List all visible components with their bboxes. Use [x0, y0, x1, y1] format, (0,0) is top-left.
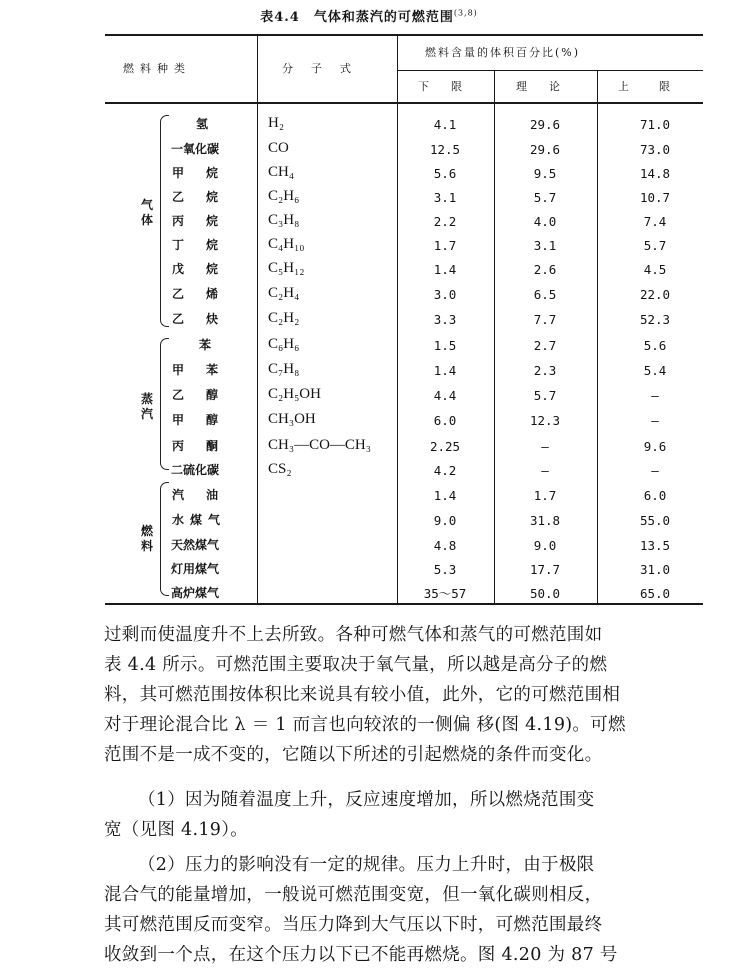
row-fuel-name: 乙炔	[172, 312, 241, 326]
text-line: 对于理论混合比 λ ＝ 1 而言也向较浓的一侧偏 移(图 4.19)。可燃	[104, 715, 626, 735]
row-formula: C₆H₆	[268, 336, 300, 352]
table-top-rule	[105, 34, 703, 36]
row-upper: 31.0	[639, 562, 671, 577]
col-divider-3	[494, 71, 495, 604]
row-upper: 7.4	[643, 214, 667, 229]
row-fuel-name: 甲烷	[172, 166, 241, 180]
row-lower: 4.8	[433, 538, 457, 553]
row-upper: 65.0	[639, 586, 671, 601]
brace-fuel	[160, 482, 169, 596]
header-bottom-rule	[105, 102, 703, 104]
row-lower: 1.5	[433, 338, 457, 353]
row-lower: 6.0	[433, 413, 457, 428]
row-fuel-name: 丙酮	[172, 439, 241, 453]
row-formula: C₂H₅OH	[268, 386, 321, 402]
row-fuel-name: 汽油	[172, 488, 241, 502]
row-upper: 6.0	[643, 488, 667, 503]
row-fuel-name: 乙烯	[172, 287, 241, 301]
row-lower: 4.2	[433, 463, 457, 478]
row-fuel-name: 水煤气	[172, 513, 227, 527]
row-lower: 1.4	[433, 363, 457, 378]
brace-gas	[160, 115, 169, 327]
row-lower: 1.4	[433, 262, 457, 277]
row-upper: 5.6	[643, 338, 667, 353]
row-lower: 2.25	[429, 439, 461, 454]
row-formula: C₃H₈	[268, 212, 300, 228]
row-theory: 12.3	[529, 413, 561, 428]
row-theory: 6.5	[533, 287, 557, 302]
row-formula: C₂H₂	[268, 310, 300, 326]
row-formula: CO	[268, 140, 289, 156]
text-line: 其可燃范围反而变窄。当压力降到大气压以下时，可燃范围最终	[104, 915, 603, 935]
row-lower: 1.4	[433, 488, 457, 503]
row-fuel-name: 甲醇	[172, 413, 241, 427]
header-mid-rule	[397, 70, 703, 71]
row-theory: —	[541, 439, 549, 454]
row-theory: —	[541, 463, 549, 478]
row-theory: 3.1	[533, 238, 557, 253]
row-upper: 9.6	[643, 439, 667, 454]
text-line: 过剩而使温度升不上去所致。各种可燃气体和蒸气的可燃范围如	[104, 625, 603, 645]
row-lower: 1.7	[433, 238, 457, 253]
row-upper: 55.0	[639, 513, 671, 528]
row-lower: 3.1	[433, 190, 457, 205]
row-lower: 4.4	[433, 388, 457, 403]
row-upper: —	[651, 463, 659, 478]
group-label-gas: 气体	[140, 198, 153, 227]
row-upper: —	[651, 413, 659, 428]
row-lower: 2.2	[433, 214, 457, 229]
row-upper: 13.5	[639, 538, 671, 553]
row-theory: 1.7	[533, 488, 557, 503]
row-formula: C₅H₁₂	[268, 260, 305, 276]
text-line: 宽（见图 4.19）。	[104, 820, 249, 840]
text-line: （1）因为随着温度上升，反应速度增加，所以燃烧范围变	[138, 790, 595, 810]
text-line: 混合气的能量增加，一般说可燃范围变宽，但一氧化碳则相反，	[104, 885, 603, 905]
row-formula: CH₄	[268, 164, 295, 180]
row-upper: 52.3	[639, 312, 671, 327]
text-line: （2）压力的影响没有一定的规律。压力上升时，由于极限	[138, 855, 595, 875]
group-label-fuel: 燃料	[140, 524, 153, 553]
row-fuel-name: 天然煤气	[171, 538, 220, 552]
header-fuel-type: 燃料种类	[123, 62, 191, 75]
row-lower: 12.5	[429, 142, 461, 157]
row-formula: C₂H₆	[268, 188, 300, 204]
row-upper: —	[651, 388, 659, 403]
row-upper: 14.8	[639, 166, 671, 181]
row-formula: C₂H₄	[268, 285, 300, 301]
col-divider-4	[597, 71, 598, 604]
row-upper: 73.0	[639, 142, 671, 157]
row-theory: 9.0	[533, 538, 557, 553]
row-upper: 71.0	[639, 117, 671, 132]
row-upper: 10.7	[639, 190, 671, 205]
text-line: 收敛到一个点，在这个压力以下已不能再燃烧。图 4.20 为 87 号	[104, 945, 618, 965]
header-lower: 下限	[418, 80, 484, 93]
table-title	[0, 6, 738, 25]
row-fuel-name: 戊烷	[172, 262, 241, 276]
row-lower: 3.0	[433, 287, 457, 302]
row-fuel-name: 氢	[196, 117, 209, 131]
row-fuel-name: 高炉煤气	[171, 586, 220, 600]
text-line: 范围不是一成不变的，它随以下所述的引起燃烧的条件而变化。	[104, 745, 603, 765]
table-bottom-rule	[105, 603, 703, 605]
row-fuel-name: 灯用煤气	[171, 562, 220, 576]
header-theory: 理论	[516, 80, 582, 93]
row-formula: C₄H₁₀	[268, 236, 305, 252]
row-fuel-name: 二硫化碳	[171, 463, 220, 477]
row-fuel-name: 乙烷	[172, 190, 241, 204]
row-theory: 5.7	[533, 388, 557, 403]
col-divider-2	[397, 35, 398, 604]
row-theory: 4.0	[533, 214, 557, 229]
table-title-text: 表4.4 气体和蒸汽的可燃范围	[260, 10, 454, 25]
paragraph-2	[104, 785, 704, 845]
row-theory: 31.8	[529, 513, 561, 528]
text-line: 表 4.4 所示。可燃范围主要取决于氧气量，所以越是高分子的燃	[104, 655, 608, 675]
row-fuel-name: 一氧化碳	[171, 142, 220, 156]
header-volume-percent: 燃料含量的体积百分比(%)	[425, 46, 581, 59]
row-theory: 2.6	[533, 262, 557, 277]
row-lower: 5.3	[433, 562, 457, 577]
row-upper: 5.7	[643, 238, 667, 253]
table-title-ref: (3,8)	[453, 8, 478, 18]
header-formula: 分子式	[282, 62, 369, 75]
brace-vapor	[160, 338, 169, 470]
row-formula: H₂	[268, 115, 285, 131]
row-theory: 29.6	[529, 142, 561, 157]
row-fuel-name: 甲苯	[172, 363, 241, 377]
row-upper: 5.4	[643, 363, 667, 378]
row-theory: 2.3	[533, 363, 557, 378]
row-lower: 4.1	[433, 117, 457, 132]
row-theory: 50.0	[529, 586, 561, 601]
row-fuel-name: 乙醇	[172, 388, 241, 402]
col-divider-1	[257, 35, 258, 604]
row-formula: CH₃—CO—CH₃	[268, 437, 371, 453]
row-theory: 7.7	[533, 312, 557, 327]
row-theory: 17.7	[529, 562, 561, 577]
row-theory: 2.7	[533, 338, 557, 353]
row-formula: CS₂	[268, 461, 292, 477]
text-line: 料，其可燃范围按体积比来说具有较小值，此外，它的可燃范围相	[104, 685, 621, 705]
row-fuel-name: 苯	[199, 338, 212, 352]
row-lower: 9.0	[433, 513, 457, 528]
header-upper: 上限	[618, 80, 700, 93]
row-fuel-name: 丁烷	[172, 238, 241, 252]
paragraph-3	[104, 850, 704, 970]
row-upper: 22.0	[639, 287, 671, 302]
row-formula: CH₃OH	[268, 411, 316, 427]
row-upper: 4.5	[643, 262, 667, 277]
paragraph-1	[104, 620, 704, 770]
row-lower: 3.3	[433, 312, 457, 327]
row-theory: 29.6	[529, 117, 561, 132]
row-lower: 5.6	[433, 166, 457, 181]
group-label-vapor: 蒸汽	[140, 392, 153, 421]
row-theory: 5.7	[533, 190, 557, 205]
row-fuel-name: 丙烷	[172, 214, 241, 228]
row-lower: 35～57	[423, 586, 467, 601]
row-theory: 9.5	[533, 166, 557, 181]
row-formula: C₇H₈	[268, 361, 300, 377]
